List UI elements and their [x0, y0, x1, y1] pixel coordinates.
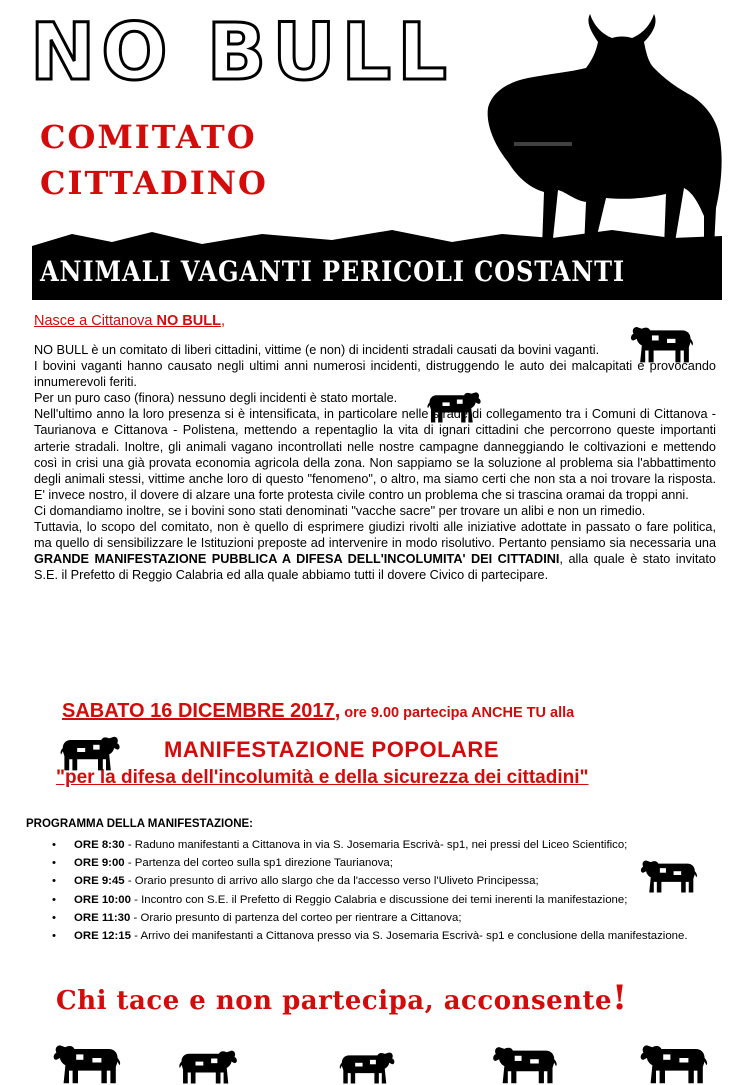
bullet-icon: • — [52, 875, 56, 888]
intro-heading — [34, 313, 225, 329]
cow-silhouette-icon — [58, 732, 122, 772]
event-date-line — [62, 700, 574, 723]
program-time: ORE 8:30 — [74, 839, 125, 851]
bull-silhouette-icon — [478, 12, 728, 262]
cow-silhouette-icon — [168, 1046, 248, 1085]
cow-silhouette-icon — [330, 1048, 404, 1085]
program-time: ORE 10:00 — [74, 893, 131, 906]
cow-silhouette-icon — [638, 856, 700, 894]
intro-suffix: , — [220, 313, 225, 329]
program-text: - Arrivo dei manifestanti a Cittanova presso via S. Josemaria Escrivà- sp1 e conclusione della manifestazione. — [130, 930, 688, 943]
program-text: - Incontro con S.E. il Prefetto di Reggio Calabria e discussione dei temi inerenti la manifestazione; — [130, 893, 628, 906]
paragraph-6-end: , alla quale è stato invitato S.E. il Prefetto di Reggio Calabria ed alla quale abbiamo tutti il dovere Civico di partecipare. — [34, 552, 716, 583]
bullet-icon: • — [52, 839, 56, 851]
program-item — [52, 927, 732, 945]
event-subtitle: "per la difesa dell'incolumità e della sicurezza dei cittadini" — [56, 767, 589, 788]
program-item — [52, 836, 732, 854]
poster-title: NO BULL — [30, 8, 453, 98]
bullet-icon: • — [52, 911, 56, 924]
paragraph-1: NO BULL è un comitato di liberi cittadini, vittime (e non) di incidenti stradali causati da bovini vaganti. — [34, 343, 600, 357]
paragraph-2: I bovini vaganti hanno causato negli ultimi anni numerosi incidenti, distruggendo le auto dei malcapitati e provocando innumerevoli feriti. — [34, 359, 716, 390]
cow-silhouette-icon — [636, 1040, 712, 1085]
event-title: MANIFESTAZIONE POPOLARE — [164, 737, 499, 762]
program-time: ORE 9:45 — [74, 875, 125, 888]
paragraph-6 — [34, 519, 716, 583]
closing-slogan — [56, 978, 628, 1018]
event-time: ore 9.00 partecipa ANCHE TU alla — [340, 705, 575, 721]
program-item — [52, 909, 732, 927]
program-text: - Partenza del corteo sulla sp1 direzione Taurianova; — [124, 857, 393, 870]
bullet-icon: • — [52, 930, 56, 943]
event-date: SABATO 16 DICEMBRE 2017 — [62, 700, 335, 722]
cow-silhouette-icon — [486, 1042, 564, 1085]
slogan: ANIMALI VAGANTI PERICOLI COSTANTI — [40, 255, 626, 288]
bullet-icon: • — [52, 893, 56, 906]
intro-prefix: Nasce a Cittanova — [34, 313, 157, 329]
program-text: - Orario presunto di arrivo allo slargo che da l'accesso verso l'Uliveto Principessa; — [124, 875, 539, 888]
paragraph-6-start: Tuttavia, lo scopo del comitato, non è quello di esprimere giudizi rivolti alle iniziative adottate in passato o fare politica, ma quello di sensibilizzare le Istituzioni preposte ad intervenire in modo risolutivo. Pertanto pensiamo sia necessaria una — [34, 520, 716, 551]
closing-mark: ! — [612, 978, 628, 1018]
paragraph-6-bold: GRANDE MANIFESTAZIONE PUBBLICA A DIFESA DELL'INCOLUMITA' DEI CITTADINI — [34, 552, 560, 567]
program-item — [52, 854, 732, 872]
paragraph-4: Nell'ultimo anno la loro presenza si è intensificata, in particolare nelle strade di collegamento tra i Comuni di Cittanova - Taurianova e Cittanova - Polistena, mettendo a repentaglio la vita di ignari cittadini che percorrono queste importanti arterie stradali. Inoltre, gli animali vagano incontrollati nelle nostre campagne danneggiando le coltivazioni e mettendo così in crisi una già provata economia agricola della zona. Non sappiamo se la soluzione al problema sia l'abbattimento degli animali stessi, vittime anche loro di questo "fenomeno", o altro, ma siamo certi che non sta a noi trovare la risposta. E' invece nostro, il dovere di alzare una forte protesta civile contro un problema che si trascina oramai da troppi anni. — [34, 407, 716, 502]
program-list — [52, 836, 732, 945]
body-text — [34, 342, 716, 583]
cow-silhouette-icon — [42, 1040, 132, 1085]
program-time: ORE 9:00 — [74, 857, 125, 870]
program-item — [52, 872, 732, 890]
program-time: ORE 12:15 — [74, 930, 131, 943]
paragraph-3: Per un puro caso (finora) nessuno degli incidenti è stato mortale. — [34, 391, 398, 406]
paragraph-5: Ci domandiamo inoltre, se i bovini sono stati denominati "vacche sacre" per trovare un alibi e non un rimedio. — [34, 503, 646, 518]
cow-silhouette-icon — [424, 388, 484, 424]
program-time: ORE 11:30 — [74, 911, 131, 924]
committee-line-2: CITTADINO — [40, 164, 268, 202]
cow-silhouette-icon — [626, 322, 698, 364]
committee-line-1: COMITATO — [40, 118, 257, 156]
program-text: - Raduno manifestanti a Cittanova in via S. Josemaria Escrivà- sp1, nei pressi del Liceo Scientifico; — [124, 839, 628, 851]
program-item — [52, 891, 732, 909]
program-text: - Orario presunto di partenza del corteo per rientrare a Cittanova; — [130, 911, 462, 924]
intro-name: NO BULL — [156, 313, 221, 329]
bullet-icon: • — [52, 857, 56, 870]
program-title: PROGRAMMA DELLA MANIFESTAZIONE: — [26, 818, 254, 830]
closing-text: Chi tace e non partecipa, acconsente — [56, 986, 613, 1016]
event-comma: , — [334, 700, 341, 722]
